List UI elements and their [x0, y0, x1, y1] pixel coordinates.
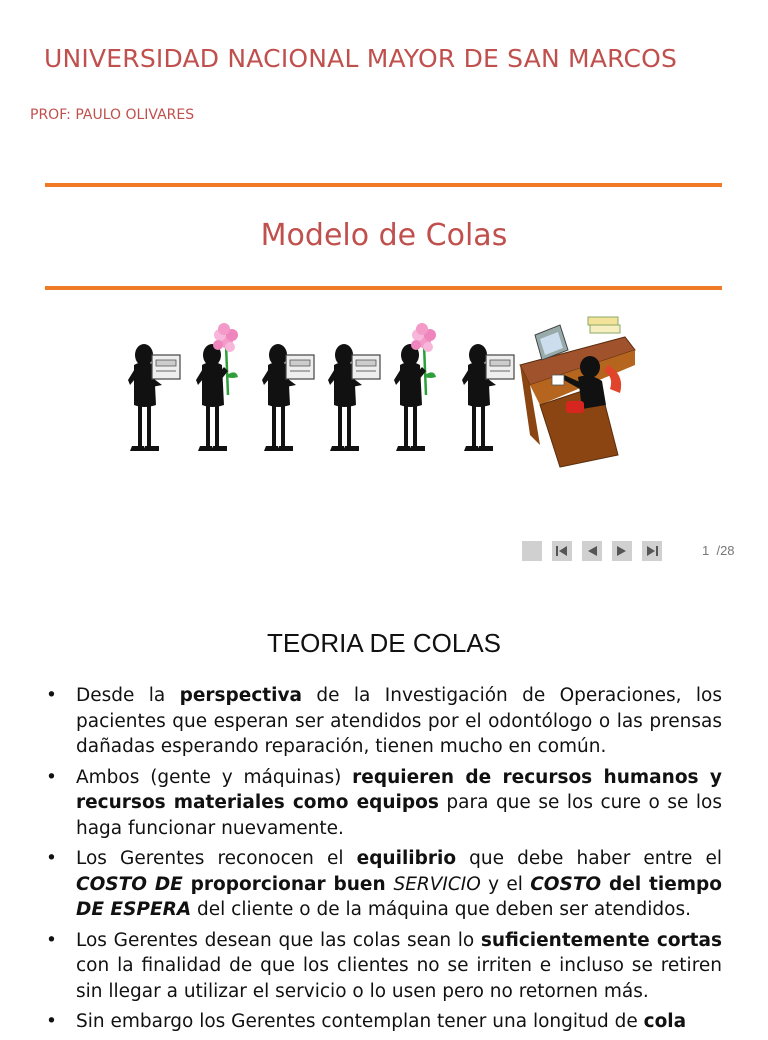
bullet-text-run: Desde la — [76, 685, 180, 706]
bullet-text-run: con la finalidad de que los clientes no se irriten e incluso se retiren sin llegar a utilizar el servicio o lo usen pero no retornen más. — [76, 955, 722, 1002]
queue-illustration — [120, 305, 650, 475]
bullet-text-run: del tiempo — [601, 873, 722, 895]
bullet-text-run: requieren de recursos humanos y recursos materiales como equipos — [76, 766, 722, 813]
university-title: UNIVERSIDAD NACIONAL MAYOR DE SAN MARCOS — [44, 44, 678, 73]
bullet-text-run: que debe haber entre el — [456, 848, 722, 869]
bullet-text-run: Ambos (gente y máquinas) — [76, 766, 353, 788]
blank-icon[interactable] — [522, 541, 542, 561]
professor-name: PROF: PAULO OLIVARES — [30, 107, 195, 123]
bullet-text-run: Sin embargo los Gerentes contemplan tener una longitud de — [76, 1011, 644, 1032]
page-indicator — [702, 543, 735, 558]
bullet-text-run: SERVICIO — [393, 873, 481, 895]
bullet-text-run: proporcionar buen — [182, 873, 394, 895]
next-page-icon[interactable] — [612, 541, 632, 561]
bullet-text-run: COSTO DE — [76, 873, 183, 895]
top-divider — [45, 183, 722, 187]
bullet-item — [44, 928, 722, 1005]
bullet-text-run: Los Gerentes reconocen el — [76, 848, 357, 869]
bullet-item — [44, 683, 722, 760]
section-title: TEORIA DE COLAS — [266, 628, 502, 658]
bullet-item — [44, 846, 722, 923]
bullet-item — [44, 1009, 722, 1035]
bullet-text-run: para que se los cure o se los haga funcionar nuevamente. — [76, 792, 722, 839]
slide-navigation — [522, 541, 672, 561]
bullet-text-run: perspectiva — [179, 685, 303, 706]
current-page: 1 — [702, 543, 710, 558]
bullet-text-run: de la Investigación de Operaciones, los pacientes que esperan ser atendidos por el odontólogo o las prensas dañadas esperando reparación, tienen mucho en común. — [76, 685, 722, 757]
bullet-item — [44, 765, 722, 842]
bullet-text-run: cola — [643, 1011, 687, 1032]
bullet-text-run: equilibrio — [356, 848, 457, 869]
slide-title: Modelo de Colas — [260, 218, 508, 253]
previous-page-icon[interactable] — [582, 541, 602, 561]
bullet-list — [44, 683, 722, 1040]
bullet-text-run: DE ESPERA — [76, 899, 192, 920]
bullet-text-run: COSTO — [530, 873, 602, 895]
last-page-icon[interactable] — [642, 541, 662, 561]
bullet-text-run: suficientemente cortas — [480, 929, 722, 951]
bullet-text-run: y el — [480, 873, 531, 895]
first-page-icon[interactable] — [552, 541, 572, 561]
bottom-divider — [45, 286, 722, 290]
bullet-text-run: Los Gerentes desean que las colas sean lo — [76, 929, 481, 951]
total-pages: /28 — [716, 543, 735, 558]
bullet-text-run: del cliente o de la máquina que deben ser atendidos. — [191, 899, 691, 920]
